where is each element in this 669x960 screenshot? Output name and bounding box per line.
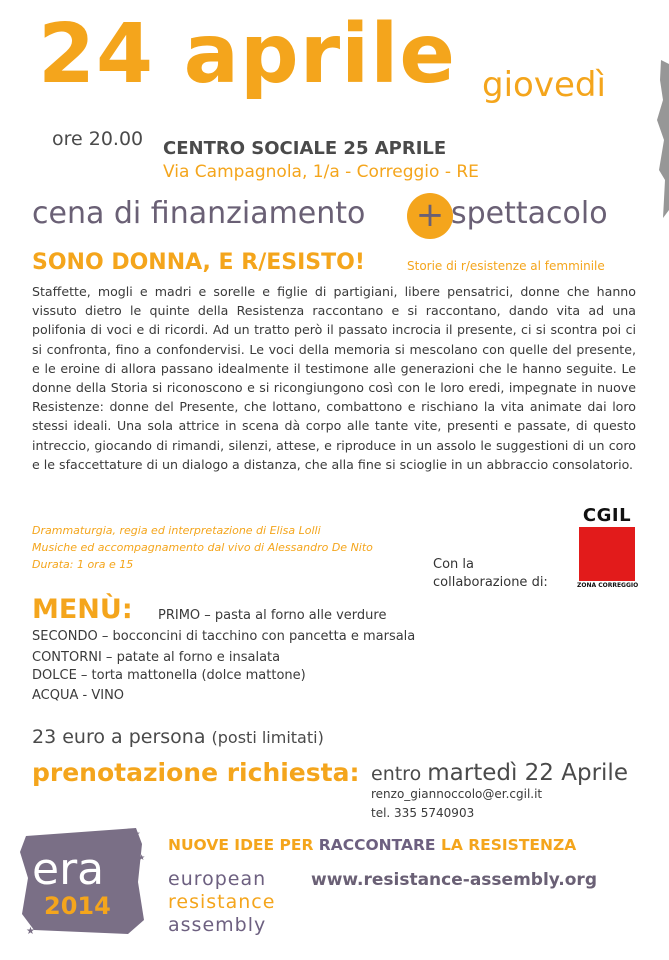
price	[32, 726, 324, 748]
organization-name	[168, 868, 275, 937]
collaboration-label-line1: Con la	[433, 557, 474, 572]
venue-address: Via Campagnola, 1/a - Correggio - RE	[163, 162, 479, 182]
era-2014-logo	[18, 822, 146, 938]
menu-heading: MENÙ:	[32, 594, 133, 625]
era-logo-year: 2014	[44, 892, 111, 920]
booking-label: prenotazione richiesta:	[32, 758, 360, 787]
website-link[interactable]: www.resistance-assembly.org	[311, 870, 597, 890]
svg-text:★: ★	[130, 827, 141, 841]
tagline-part3: LA RESISTENZA	[440, 836, 577, 854]
event-time: ore 20.00	[52, 128, 144, 150]
cgil-logo-subtext: ZONA CORREGGIO	[577, 582, 639, 589]
price-amount: 23 euro a persona	[32, 726, 206, 748]
cgil-logo-text: CGIL	[582, 505, 632, 526]
credit-direction: Drammaturgia, regia ed interpretazione di Elisa Lolli	[32, 524, 321, 537]
price-note: (posti limitati)	[211, 728, 324, 747]
event-date: 24 aprile	[38, 7, 456, 102]
collaboration-label-line2: collaborazione di:	[433, 575, 548, 590]
cgil-logo	[577, 505, 637, 591]
show-title: SONO DONNA, E R/ESISTO!	[32, 250, 365, 275]
org-name-line3: assembly	[168, 914, 267, 936]
credit-duration: Durata: 1 ora e 15	[32, 558, 134, 571]
decorative-brush-stroke	[651, 60, 669, 220]
booking-deadline-date: martedì 22 Aprile	[427, 760, 628, 786]
menu-item-dolce: DOLCE – torta mattonella (dolce mattone)	[32, 668, 306, 683]
svg-text:★: ★	[26, 926, 35, 937]
org-name-line2: resistance	[168, 891, 276, 913]
org-name-line1: european	[168, 868, 267, 890]
event-type	[32, 196, 608, 231]
booking-deadline	[371, 760, 628, 786]
show-subtitle: Storie di r/esistenze al femminile	[407, 259, 605, 273]
venue-name: CENTRO SOCIALE 25 APRILE	[163, 138, 447, 159]
cgil-logo-red-block	[579, 527, 635, 581]
menu-item-secondo: SECONDO – bocconcini di tacchino con pancetta e marsala	[32, 629, 416, 644]
event-weekday: giovedì	[482, 65, 606, 105]
menu-item-drinks: ACQUA - VINO	[32, 688, 125, 703]
tagline-part2: RACCONTARE	[318, 836, 436, 854]
tagline-part1: NUOVE IDEE PER	[168, 836, 314, 854]
event-type-part1: cena di finanziamento	[32, 196, 366, 231]
collaboration-label	[433, 556, 548, 592]
event-type-part2: spettacolo	[451, 196, 608, 231]
contact-phone: tel. 335 5740903	[371, 806, 475, 820]
menu-item-primo: PRIMO – pasta al forno alle verdure	[158, 608, 387, 623]
menu-item-contorni: CONTORNI – patate al forno e insalata	[32, 650, 281, 665]
show-description: Staffette, mogli e madri e sorelle e figlie di partigiani, libere pensatrici, donne che hanno vissuto dietro le quinte della Resistenza raccontano e si raccontano, dando vita ad una polifonia di voci e di ricordi. Ad un tratto però il passato incrocia il presente, ci si scontra poi ci si confronta, fino a confondervisi. Le voci della memoria si mescolano con quelle del presente, e le eroine di allora passano idealmente il testimone alle generazioni che le hanno seguite. Le donne della Storia si riconoscono e si ricongiungono così con le loro eredi, impegnate in nuove Resistenze: donne del Presente, che lottano, combattono e rischiano la vita animate dai loro stessi ideali. Una sola attrice in scena dà corpo alle tante vite, presenti e passate, di questo intreccio, giocando di rimandi, silenzi, attese, e riproduce in un assolo le suggestioni di un coro e le sfaccettature di un dialogo a distanza, che alla fine si scioglie in un abbraccio consolatorio.	[32, 284, 636, 472]
booking-deadline-prefix: entro	[371, 763, 422, 785]
contact-email[interactable]: renzo_giannoccolo@er.cgil.it	[371, 787, 543, 801]
credit-music: Musiche ed accompagnamento dal vivo di Alessandro De Nito	[32, 541, 373, 554]
svg-text:★: ★	[138, 853, 146, 862]
footer-tagline	[168, 836, 576, 854]
plus-badge: +	[407, 193, 453, 239]
era-logo-letters: era	[32, 844, 105, 895]
